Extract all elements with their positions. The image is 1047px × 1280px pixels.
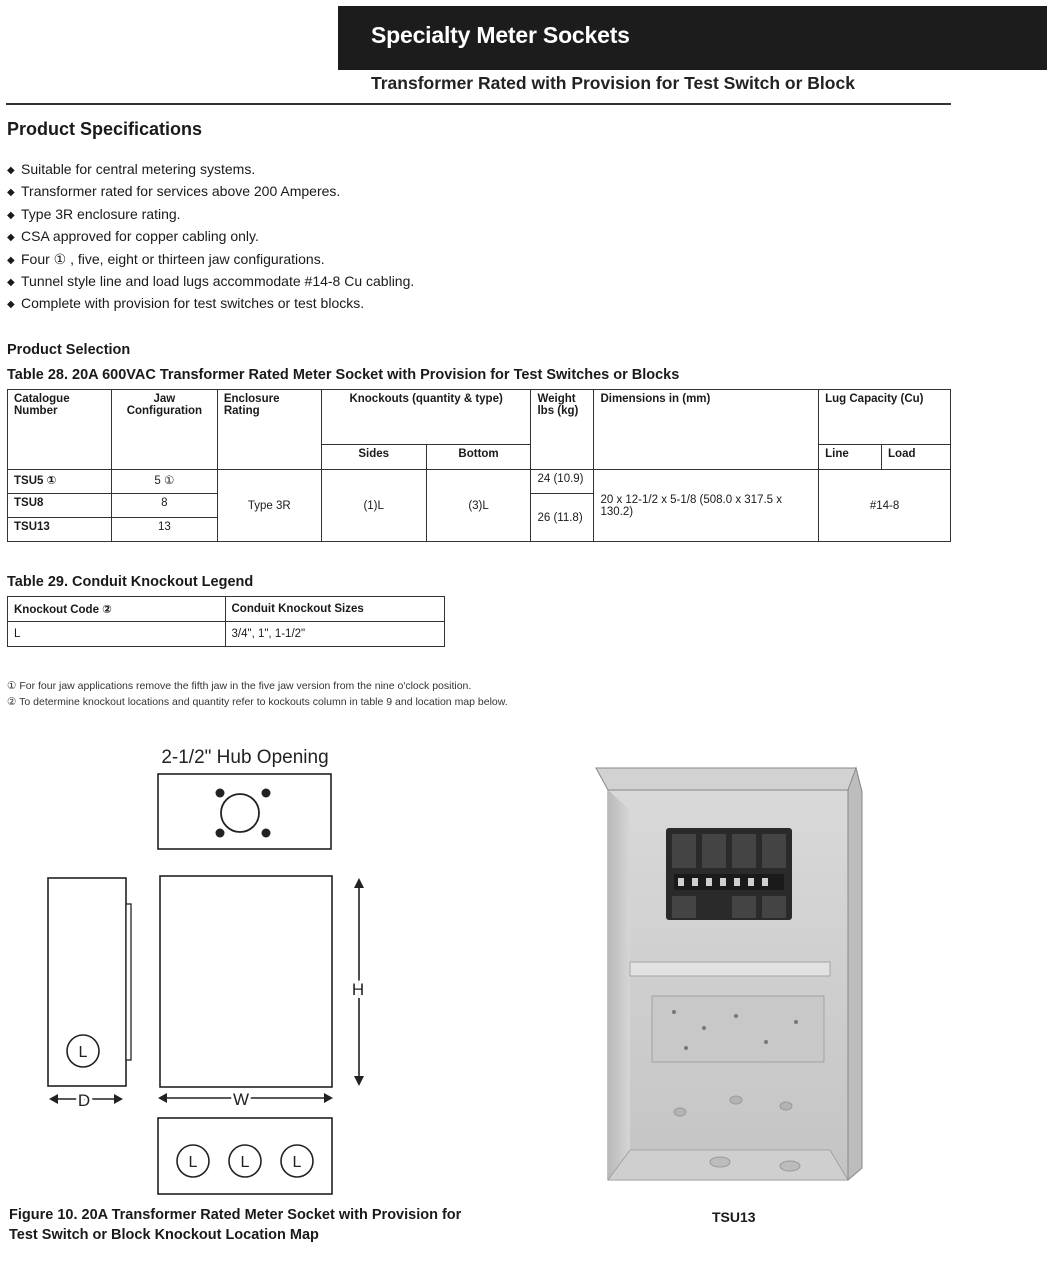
col-header-load: Load [882,445,951,470]
list-item: ◆ Four ① , five, eight or thirteen jaw configurations. [7,249,414,271]
side-flange [126,904,131,1060]
footnotes [7,678,508,710]
hub-bolt [216,829,225,838]
col-header-dimensions: Dimensions in (mm) [594,390,819,470]
hub-bolt [262,829,271,838]
bullet-icon: ◆ [7,187,15,199]
list-item: ◆ CSA approved for copper cabling only. [7,226,414,248]
table28 [7,389,951,542]
cell-catalogue: TSU5 ① [8,470,112,494]
cell-enclosure: Type 3R [217,470,321,542]
height-label: H [351,980,365,999]
bottom-knockout-label: L [240,1154,250,1171]
specs-list [7,159,414,316]
bullet-icon: ◆ [7,209,15,221]
col-header-jaw: Jaw Configuration [111,390,217,470]
col-header-lug: Lug Capacity (Cu) [819,390,951,445]
page-title: Specialty Meter Sockets [371,22,630,48]
footnote-1: ① For four jaw applications remove the fifth jaw in the five jaw version from the nine o'clock position. [7,680,472,692]
hub-bolt [262,789,271,798]
side-knockout-label: L [78,1044,88,1061]
front-view [160,876,332,1087]
selection-heading: Product Selection [7,342,131,358]
table29-caption: Table 29. Conduit Knockout Legend [7,574,254,590]
col-header-weight: Weight lbs (kg) [531,390,594,470]
cell-catalogue: TSU13 [8,518,112,542]
cell-bottom: (3)L [426,470,531,542]
cell-catalogue: TSU8 [8,494,112,518]
product-photo [590,750,880,1200]
col-header-line: Line [819,445,882,470]
list-item: ◆ Suitable for central metering systems. [7,159,414,181]
depth-label: D [77,1091,91,1110]
header-divider [6,103,951,105]
bullet-icon: ◆ [7,277,15,289]
bullet-icon: ◆ [7,254,15,266]
col-header-knockouts: Knockouts (quantity & type) [321,390,531,445]
hub-opening [221,794,259,832]
cell-jaw: 5 ① [111,470,217,494]
hub-bolt [216,789,225,798]
bullet-icon: ◆ [7,299,15,311]
cell-weight: 26 (11.8) [531,494,594,542]
col-header-enclosure: Enclosure Rating [217,390,321,470]
width-label: W [232,1090,250,1109]
arrow-left-icon [158,1093,167,1103]
cell-jaw: 13 [111,518,217,542]
cell-knockout-sizes: 3/4", 1", 1-1/2" [225,622,445,647]
arrow-down-icon [354,1076,364,1086]
page-subtitle: Transformer Rated with Provision for Test Switch or Block [371,73,855,93]
col-header-catalogue: Catalogue Number [8,390,112,470]
list-item: ◆ Complete with provision for test switches or test blocks. [7,293,414,315]
cell-dimensions: 20 x 12-1/2 x 5-1/8 (508.0 x 317.5 x 130.2) [594,470,819,542]
col-header-knockout-sizes: Conduit Knockout Sizes [225,597,445,622]
arrow-right-icon [324,1093,333,1103]
hub-opening-label: 2-1/2" Hub Opening [161,747,329,768]
figure-caption: Figure 10. 20A Transformer Rated Meter Socket with Provision for Test Switch or Block Knockout Location Map [9,1207,462,1243]
cell-jaw: 8 [111,494,217,518]
list-item: ◆ Transformer rated for services above 200 Amperes. [7,181,414,203]
col-header-knockout-code: Knockout Code ② [8,597,226,622]
list-item: ◆ Tunnel style line and load lugs accommodate #14-8 Cu cabling. [7,271,414,293]
col-header-sides: Sides [321,445,426,470]
cell-knockout-code: L [8,622,226,647]
arrow-left-icon [49,1094,58,1104]
photo-caption: TSU13 [712,1209,756,1225]
bullet-icon: ◆ [7,232,15,244]
cell-sides: (1)L [321,470,426,542]
knockout-location-map [0,740,560,1200]
bullet-icon: ◆ [7,165,15,176]
cell-weight: 24 (10.9) [531,470,594,494]
arrow-right-icon [114,1094,123,1104]
table29 [7,596,445,647]
footnote-2: ② To determine knockout locations and quantity refer to kockouts column in table 9 and location map below. [7,696,508,708]
table28-caption: Table 28. 20A 600VAC Transformer Rated Meter Socket with Provision for Test Switches or Blocks [7,367,680,383]
bottom-knockout-label: L [292,1154,302,1171]
col-header-bottom: Bottom [426,445,531,470]
bottom-knockout-label: L [188,1154,198,1171]
specs-heading: Product Specifications [7,119,203,139]
cell-lug: #14-8 [819,470,951,542]
list-item: ◆ Type 3R enclosure rating. [7,204,414,226]
arrow-up-icon [354,878,364,888]
